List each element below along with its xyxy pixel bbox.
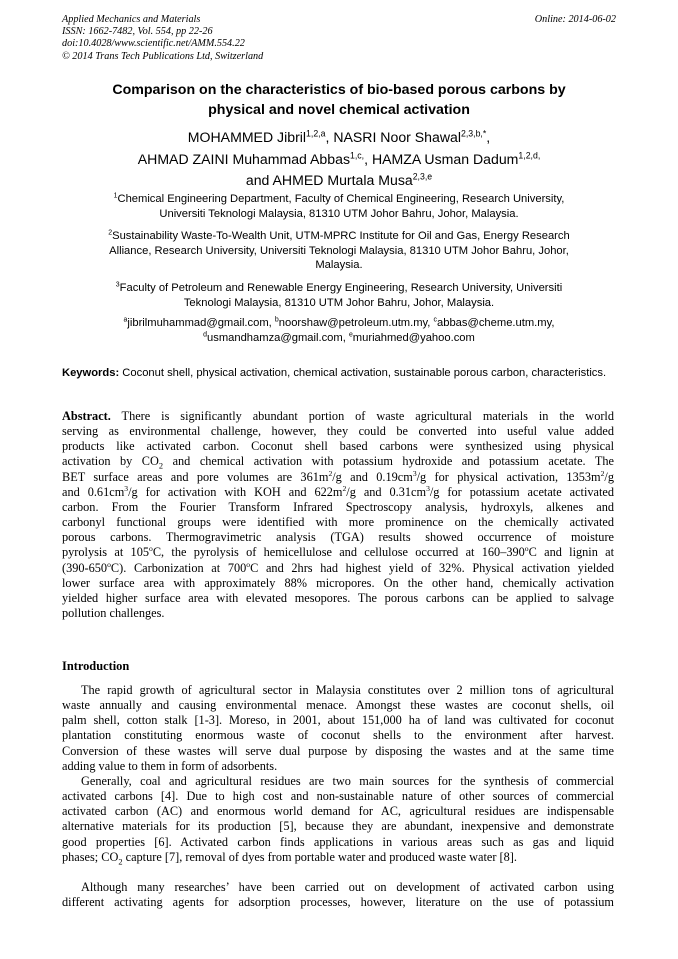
affiliation-text: Malaysia.	[315, 259, 363, 272]
author-affil-mark: 1,c,	[350, 149, 365, 160]
introduction-paragraph-1: The rapid growth of agricultural sector in Malaysia constitutes over 2 million tons of agricultural waste annually and causing environmental menace. Amongst these wastes are coconut shells, oil palm shell, cotton stalk [1-3]. Moreso, in 2001, about 151,000 ha of land was cultivated for coconut plantation constituting enormous waste of coconut shells to the environment after harvest. Conversion of these wastes will serve dual purpose by disposing the wastes and at the same time adding value to them in form of adsorbents.	[62, 683, 614, 773]
author-list	[62, 127, 616, 192]
affiliation-text: Sustainability Waste-To-Wealth Unit, UTM-MPRC Institute for Oil and Gas, Energy Research	[112, 230, 570, 242]
abstract-label: Abstract.	[62, 409, 111, 423]
email-address: muriahmed@yahoo.com	[352, 331, 475, 344]
affiliation-number: 1	[113, 192, 118, 200]
affiliation-number: 3	[115, 281, 120, 289]
online-date: Online: 2014-06-02	[534, 14, 616, 25]
affiliation-text: Teknologi Malaysia, 81310 UTM Johor Bahru, Johor, Malaysia.	[183, 296, 495, 309]
author-name: AHMAD ZAINI Muhammad Abbas	[137, 150, 350, 167]
author-name: NASRI Noor Shawal	[333, 129, 461, 145]
journal-doi: doi:10.4028/www.scientific.net/AMM.554.22	[62, 38, 245, 50]
author-affil-mark: 1,2,d,	[518, 149, 541, 160]
affiliation-1	[62, 192, 616, 221]
title-line: physical and novel chemical activation	[208, 102, 470, 118]
keywords-label: Keywords:	[62, 367, 120, 379]
email-mark: a	[123, 316, 128, 324]
introduction-paragraph-3: Although many researches’ have been carried out on development of activated carbon using different activating agents for adsorption processes, however, literature on the use of potassium	[62, 880, 614, 910]
author-conjunction: and	[245, 172, 273, 188]
paper-title	[62, 80, 616, 120]
author-name: MOHAMMED Jibril	[187, 129, 307, 145]
author-emails	[62, 316, 616, 345]
affiliation-number: 2	[108, 229, 113, 237]
author-name: AHMED Murtala Musa	[272, 172, 413, 188]
email-address: jibrilmuhammad@gmail.com,	[127, 317, 275, 329]
journal-copyright: © 2014 Trans Tech Publications Ltd, Switzerland	[62, 50, 264, 62]
author-line: AHMAD ZAINI Muhammad Abbas$^{1,c,}$, HAMZA Usman Dadum$^{1,2,d,}$	[137, 149, 541, 167]
affiliation-2	[62, 229, 616, 273]
affiliation-text: Alliance, Research University, Universiti Teknologi Malaysia, 81310 UTM Johor Bahru, Johor,	[109, 244, 569, 257]
section-heading-introduction: Introduction	[62, 659, 130, 673]
email-address: abbas@cheme.utm.my,	[437, 317, 555, 329]
email-mark: d	[203, 330, 207, 338]
affiliation-text: Faculty of Petroleum and Renewable Energy Engineering, Research University, Universiti	[119, 282, 563, 294]
introduction-paragraph-2: Generally, coal and agricultural residues are two main sources for the synthesis of commercial activated carbons [4]. Due to high cost and non-sustainable nature of other sources of commercial activated carbon (AC) and enormous world demand for AC, agricultural residues are indispensable alternative materials for its production [5], because they are abundant, inexpensive and demonstrate good properties [6]. Activated carbon finds applications in various areas such as gas and liquid phases; $CO_2$ capture [7], removal of dyes from portable water and produced waste water [8].	[62, 774, 614, 867]
title-line: Comparison on the characteristics of bio-based porous carbons by	[112, 82, 566, 98]
journal-name: Applied Mechanics and Materials	[62, 14, 201, 25]
affiliation-text: Chemical Engineering Department, Faculty of Chemical Engineering, Research University,	[117, 193, 565, 205]
journal-header	[62, 14, 616, 63]
affiliation-text: Universiti Teknologi Malaysia, 81310 UTM Johor Bahru, Johor, Malaysia.	[159, 207, 519, 220]
author-line	[62, 170, 616, 192]
journal-issn: ISSN: 1662-7482, Vol. 554, pp 22-26	[62, 26, 213, 38]
author-line: MOHAMMED Jibril$^{1,2,a}$, NASRI Noor Shawal$^{2,3,b,*}$,	[187, 128, 491, 145]
email-address: usmandhamza@gmail.com,	[207, 331, 349, 344]
author-affil-mark: 1,2,a	[306, 128, 326, 139]
author-name: HAMZA Usman Dadum	[371, 150, 519, 167]
affiliation-3	[62, 281, 616, 310]
email-mark: c	[433, 316, 437, 324]
email-mark: b	[274, 316, 279, 324]
email-mark: e	[348, 330, 353, 338]
keywords-text: Coconut shell, physical activation, chemical activation, sustainable porous carbon, characteristics.	[119, 367, 607, 379]
abstract: Abstract. There is significantly abundant portion of waste agricultural materials in the world serving as environmental challenge, however, they could be converted into useful value added products like activated carbon. Coconut shell based carbons were synthesized using physical activation by $CO_2$ and chemical activation with potassium hydroxide and potassium acetate. The BET surface areas and pore volumes are $361m^2/g$ and $0.19cm^3/g$ for physical activation, $1353m^2/g$ and $0.61cm^3/g$ for activation with KOH and $622m^2/g$ and $0.31cm^3/g$ for potassium acetate activated carbon. From the Fourier Transform Infrared Spectroscopy analysis, hydroxyls, alkenes and carbonyl functional groups were identified with more prominence on the chemically activated porous carbons. Thermogravimetric analysis (TGA) results showed occurrence of moisture pyrolysis at 105$^o$C, the pyrolysis of hemicellulose and cellulose occurred at 160–390$^o$C and lignin at (390-650$^o$C). Carbonization at 700$^o$C and 2hrs had highest yield of 32%. Physical activation yielded lower surface area with approximately 88% micropores. On the other hand, chemically activation yielded higher surface area with elevated mesopores. The porous carbons can be applied to salvage pollution challenges.	[62, 409, 615, 621]
keywords	[62, 366, 614, 380]
author-affil-mark: 2,3,e	[412, 171, 433, 182]
email-address: noorshaw@petroleum.utm.my,	[278, 317, 434, 329]
author-affil-mark: 2,3,b,*	[461, 128, 487, 139]
